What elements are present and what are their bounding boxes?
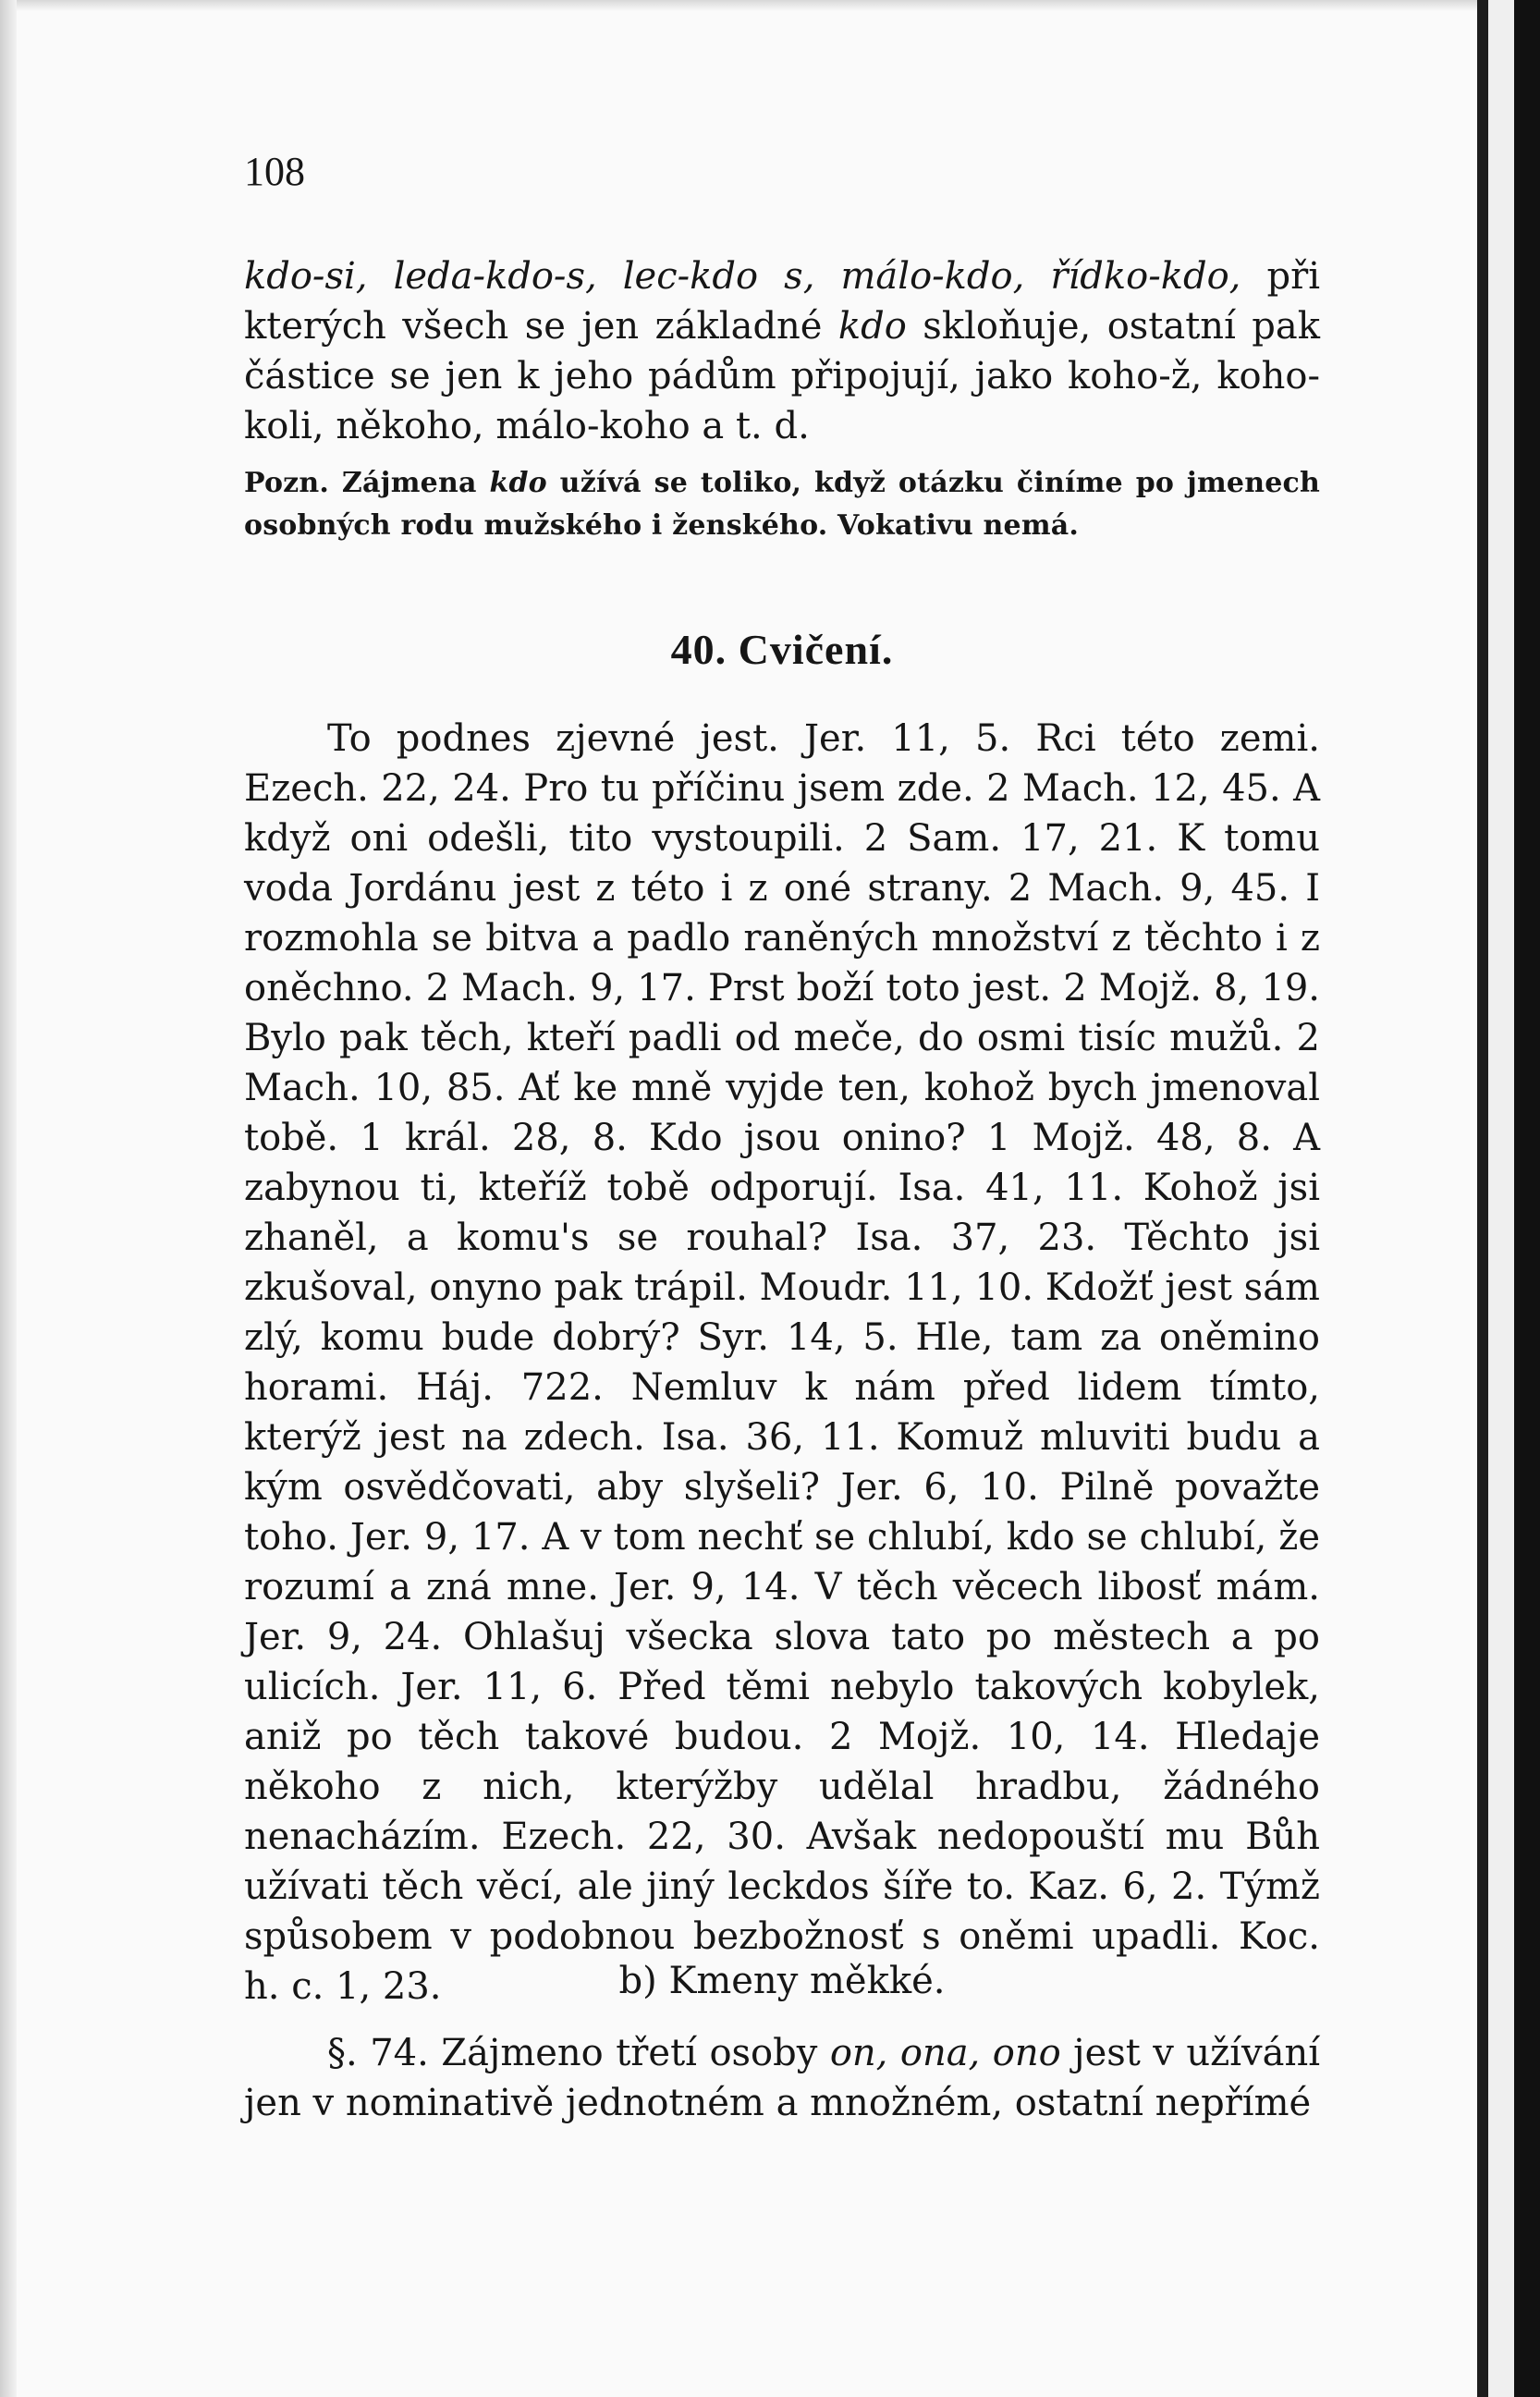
intro-text-part-2: skloňuje, ostatní pak částice se jen k jeho pádům připojují, jako koho-ž, koho-koli, někoho, málo-koho a t. d.: [244, 305, 1320, 447]
para74-italic-ono: ono: [992, 2032, 1061, 2074]
intro-text-part-1: při kterých všech se jen základné: [244, 255, 1320, 348]
scan-top-shadow: [0, 0, 1540, 11]
note-text-part-2: užívá se toliko, když otázku činíme po jmenech osobných rodu mužského i ženského. Vokativu nemá.: [244, 467, 1320, 542]
exercise-heading: 40. Cvičení.: [670, 626, 894, 673]
para74-text-part-1: §. 74. Zájmeno třetí osoby: [327, 2032, 830, 2074]
para74-italic-ona: ona,: [899, 2032, 981, 2074]
intro-italic-kdo: kdo: [837, 305, 907, 348]
para74-italic-on: on,: [829, 2032, 888, 2074]
scan-gutter: [1488, 0, 1514, 2397]
page-number: 108: [244, 149, 305, 194]
para74-text-part-2: jest v užívání jen v nominativě jednotném a množném, ostatní nepřímé: [244, 2032, 1321, 2124]
intro-italic-pronouns: kdo-si, leda-kdo-s, lec-kdo s, málo-kdo, řídko-kdo,: [244, 255, 1241, 298]
scan-left-shadow: [0, 0, 17, 2397]
section-b-heading: b) Kmeny měkké.: [618, 1960, 946, 2002]
intro-paragraph: [244, 251, 1320, 451]
exercise-text: To podnes zjevné jest. Jer. 11, 5. Rci této zemi. Ezech. 22, 24. Pro tu příčinu jsem zde. 2 Mach. 12, 45. A když oni odešli, tito vystoupili. 2 Sam. 17, 21. K tomu voda Jordánu jest z této i z oné strany. 2 Mach. 9, 45. I rozmohla se bitva a padlo raněných množství z těchto i z oněchno. 2 Mach. 9, 17. Prst boží toto jest. 2 Mojž. 8, 19. Bylo pak těch, kteří padli od meče, do osmi tisíc mužů. 2 Mach. 10, 85. Ať ke mně vyjde ten, kohož bych jmenoval tobě. 1 král. 28, 8. Kdo jsou onino? 1 Mojž. 48, 8. A zabynou ti, kteříž tobě odporují. Isa. 41, 11. Kohož jsi zhaněl, a komu's se rouhal? Isa. 37, 23. Těchto jsi zkušoval, onyno pak trápil. Moudr. 11, 10. Kdožť jest sám zlý, komu bude dobrý? Syr. 14, 5. Hle, tam za oněmino horami. Háj. 722. Nemluv k nám před lidem tímto, kterýž jest na zdech. Isa. 36, 11. Komuž mluviti budu a kým osvědčovati, aby slyšeli? Jer. 6, 10. Pilně považte toho. Jer. 9, 17. A v tom nechť se chlubí, kdo se chlubí, že rozumí a zná mne. Jer. 9, 14. V těch věcech libosť mám. Jer. 9, 24. Ohlašuj všecka slova tato po městech a po ulicích. Jer. 11, 6. Před těmi nebylo takových kobylek, aniž po těch takové budou. 2 Mojž. 10, 14. Hledaje někoho z nich, kterýžby udělal hradbu, žádného nenacházím. Ezech. 22, 30. Avšak nedopouští mu Bůh užívati těch věcí, ale jiný leckdos šíře to. Kaz. 6, 2. Týmž spůsobem v podobnou bezbožnosť s oněmi upadli. Koc. h. c. 1, 23.: [244, 717, 1320, 2008]
note-text-part-1: Zájmena: [329, 467, 490, 499]
para74-space-2: [980, 2032, 992, 2074]
scan-right-shadow: [1514, 0, 1540, 2397]
para74-space-1: [887, 2032, 899, 2074]
paragraph-74-text: [244, 2028, 1320, 2128]
intro-text: [244, 251, 1320, 451]
scan-binding-edge: [1477, 0, 1488, 2397]
note-italic-kdo: kdo: [489, 467, 547, 499]
paragraph-74: [244, 2028, 1320, 2128]
note-label: Pozn.: [244, 467, 330, 499]
exercise-paragraph: [244, 714, 1320, 2012]
note-paragraph: [244, 462, 1320, 547]
